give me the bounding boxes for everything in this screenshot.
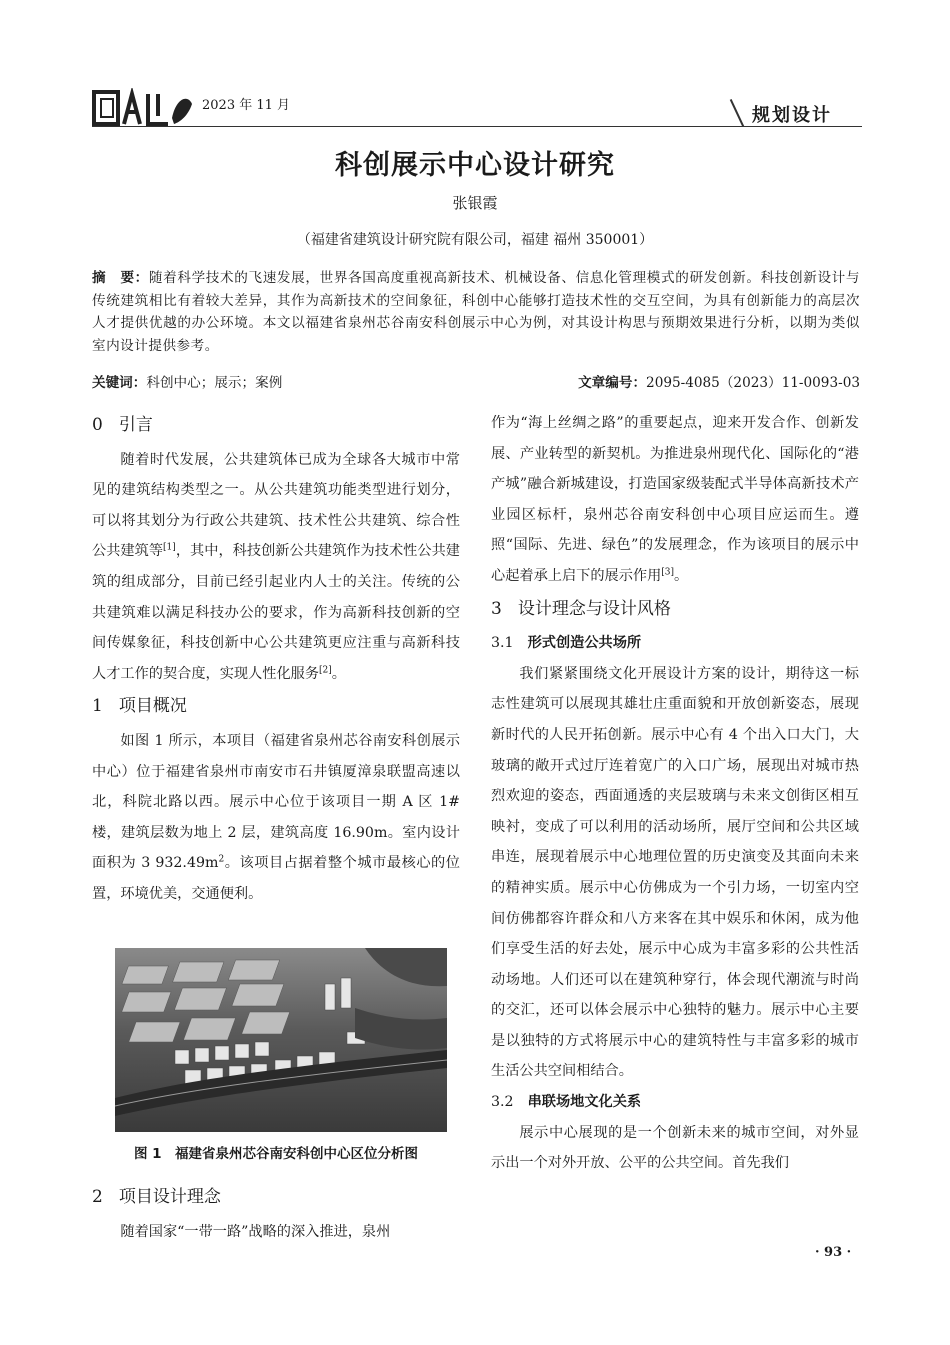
article-number-label: 文章编号： — [578, 375, 647, 391]
text-run: ，其中，科技创新公共建筑作为技术性公共建筑的组成部分，目前已经引起业内人士的关注。传统的公共建筑难以满足科技办公的要求，作为高新科技创新的空间传媒象征，科技创新中心公共建筑更应注重与高新科技人才工作的契合度，实现人性化服务 — [92, 543, 460, 682]
left-column — [92, 408, 460, 910]
text-run: 随着时代发展，公共建筑体已成为全球各大城市中常见的建筑结构类型之一。从公共建筑功能类型进行划分，可以将其划分为行政公共建筑、技术性公共建筑、综合性公共建筑等 — [92, 451, 460, 560]
paragraph — [92, 726, 460, 910]
section-2-heading — [92, 1180, 460, 1217]
section-number: 2 — [92, 1187, 103, 1207]
section-title: 项目概况 — [118, 696, 187, 717]
section-tag-divider — [730, 99, 744, 127]
subsection-number: 3.1 — [491, 635, 514, 652]
article-number-value: 2095-4085（2023）11-0093-03 — [646, 375, 860, 391]
page-number: · 93 · — [815, 1245, 852, 1260]
section-0-heading — [92, 408, 460, 445]
citation: [2] — [319, 665, 332, 676]
section-title: 引言 — [118, 415, 153, 435]
paragraph — [92, 445, 460, 690]
text-run: 如图 1 所示，本项目（福建省泉州芯谷南安科创展示中心）位于福建省泉州市南安市石井镇厦漳泉联盟高速以北，科院北路以西。展示中心位于该项目一期 A 区 1#楼，建筑层数为地上 2 层，建筑高度 16.90m。室内设计面积为 3 932.49m — [92, 732, 460, 872]
section-number: 1 — [92, 696, 103, 717]
paragraph: 随着国家“一带一路”战略的深入推进，泉州 — [120, 1223, 391, 1240]
subsection-3-2-heading — [491, 1087, 859, 1118]
subsection-title: 形式创造公共场所 — [527, 635, 642, 652]
text-run: 。该项目占据着整个城市最核心的位置，环境优美，交通便利。 — [92, 855, 460, 902]
article-number — [578, 371, 860, 391]
keywords-text: 科创中心；展示；案例 — [146, 375, 283, 391]
left-column-continued — [92, 1180, 460, 1247]
section-number: 0 — [92, 415, 103, 435]
section-title: 设计理念与设计风格 — [517, 598, 671, 619]
section-1-heading — [92, 689, 460, 726]
section-tag: 规划设计 — [752, 105, 832, 126]
issue-date: 2023 年 11 月 — [202, 98, 291, 113]
citation: [1] — [163, 542, 176, 553]
subsection-number: 3.2 — [491, 1094, 514, 1111]
abstract-label: 摘 要： — [92, 270, 149, 286]
paragraph-continued — [491, 408, 859, 592]
article-title: 科创展示中心设计研究 — [335, 150, 615, 181]
text-run: 。 — [674, 567, 689, 584]
figure-1-caption: 图 1 福建省泉州芯谷南安科创中心区位分析图 — [133, 1146, 419, 1162]
header-rule — [92, 126, 862, 127]
right-column — [491, 408, 859, 1179]
text-run: 。 — [331, 665, 346, 682]
keywords-row — [92, 371, 860, 391]
journal-logo — [92, 88, 196, 128]
subsection-3-1-heading — [491, 628, 859, 659]
keywords-label: 关键词： — [92, 375, 147, 391]
superscript: 2 — [218, 854, 225, 865]
subsection-title: 串联场地文化关系 — [527, 1094, 642, 1111]
figure-1-aerial-photo — [115, 948, 447, 1132]
abstract — [92, 267, 860, 357]
text-run: 作为“海上丝绸之路”的重要起点，迎来开发合作、创新发展、产业转型的新契机。为推进泉州现代化、国际化的“港产城”融合新城建设，打造国家级装配式半导体高新技术产业园区标杆，泉州芯谷南安科创中心项目应运而生。遵照“国际、先进、绿色”的发展理念，作为该项目的展示中心起着承上启下的展示作用 — [491, 415, 859, 584]
abstract-text: 随着科学技术的飞速发展，世界各国高度重视高新技术、机械设备、信息化管理模式的研发创新。科技创新设计与传统建筑相比有着较大差异，其作为高新技术的空间象征，科创中心能够打造技术性的交互空间，为具有创新能力的高层次人才提供优越的办公环境。本文以福建省泉州芯谷南安科创展示中心为例，对其设计构思与预期效果进行分析，以期为类似室内设计提供参考。 — [92, 270, 861, 354]
section-3-heading — [491, 592, 859, 629]
citation: [3] — [661, 567, 675, 578]
section-title: 项目设计理念 — [118, 1187, 221, 1207]
article-author: 张银霞 — [452, 194, 498, 212]
section-number: 3 — [491, 598, 502, 619]
paragraph: 我们紧紧围绕文化开展设计方案的设计，期待这一标志性建筑可以展现其雄壮庄重面貌和开放创新姿态，展现新时代的人民开拓创新。展示中心有 4 个出入口大门，大玻璃的敞开式过厅连着宽广的入口广场，展现出对城市热烈欢迎的姿态，西面通透的夹层玻璃与未来文创街区相互映衬，变成了可以利用的活动场所，展厅空间和公共区域串连，展现着展示中心地理位置的历史演变及其面向未来的精神实质。展示中心仿佛成为一个引力场，一切室内空间仿佛都容许群众和八方来客在其中娱乐和休闲，成为他们享受生活的好去处，展示中心成为丰富多彩的公共性活动场地。人们还可以在建筑种穿行，体会现代潮流与时尚的交汇，还可以体会展示中心独特的魅力。展示中心主要是以独特的方式将展示中心的建筑特性与丰富多彩的城市生活公共空间相结合。 — [491, 665, 859, 1080]
paragraph: 展示中心展现的是一个创新未来的城市空间，对外显示出一个对外开放、公平的公共空间。首先我们 — [491, 1124, 859, 1172]
author-affiliation: （福建省建筑设计研究院有限公司，福建 福州 350001） — [296, 232, 654, 248]
